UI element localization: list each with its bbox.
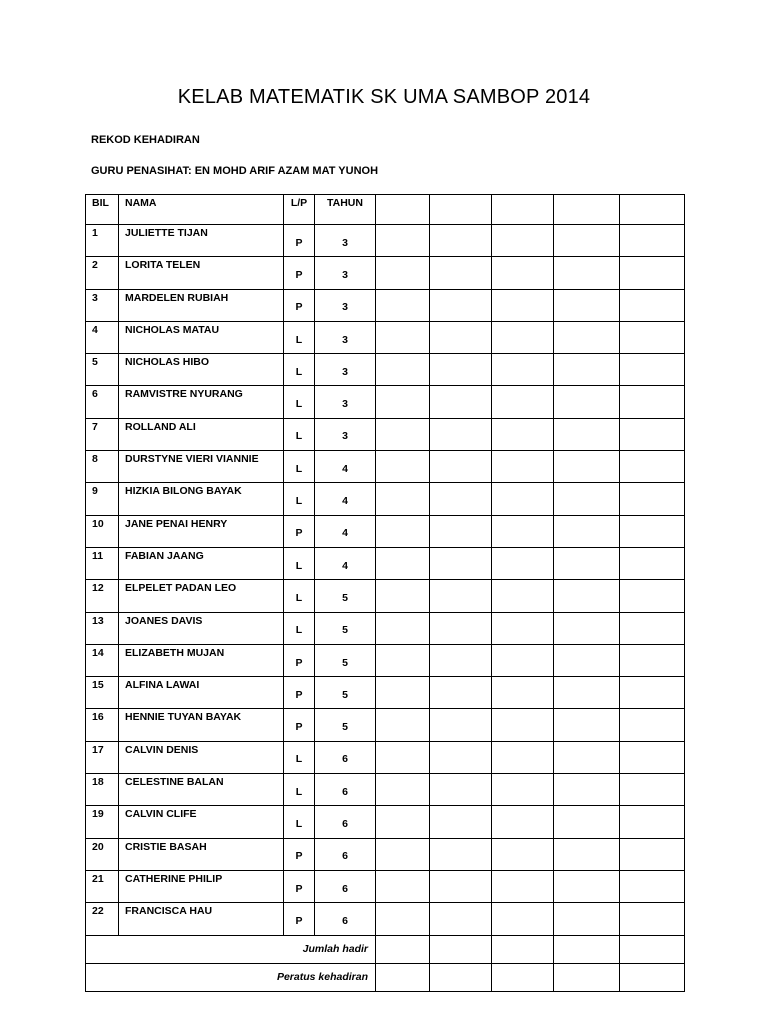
row-lp: L [284,806,315,838]
row-bil: 7 [86,418,119,450]
row-nama: CALVIN CLIFE [119,806,284,838]
attendance-cell [554,354,620,386]
attendance-cell [620,806,685,838]
row-nama: JULIETTE TIJAN [119,225,284,257]
table-row [86,257,685,289]
table-row [86,741,685,773]
attendance-cell [620,418,685,450]
row-tahun: 6 [315,806,376,838]
attendance-cell [376,289,430,321]
row-bil: 6 [86,386,119,418]
attendance-cell [620,612,685,644]
attendance-cell [620,580,685,612]
table-row [86,903,685,935]
table-row [86,451,685,483]
summary-cell [430,963,492,991]
attendance-cell [430,677,492,709]
table-row [86,644,685,676]
attendance-cell [620,483,685,515]
row-lp: L [284,354,315,386]
total-present-row [86,935,685,963]
table-row [86,612,685,644]
attendance-cell [376,612,430,644]
row-bil: 19 [86,806,119,838]
summary-cell [554,935,620,963]
row-lp: L [284,418,315,450]
row-bil: 14 [86,644,119,676]
attendance-cell [430,451,492,483]
attendance-cell [376,547,430,579]
row-tahun: 4 [315,547,376,579]
attendance-cell [430,257,492,289]
row-lp: L [284,386,315,418]
row-bil: 17 [86,741,119,773]
record-subtitle: REKOD KEHADIRAN [91,134,200,146]
row-bil: 16 [86,709,119,741]
attendance-cell [430,289,492,321]
row-nama: NICHOLAS HIBO [119,354,284,386]
row-tahun: 6 [315,741,376,773]
attendance-cell [620,741,685,773]
attendance-cell [554,289,620,321]
attendance-cell [492,321,554,353]
attendance-percent-label: Peratus kehadiran [86,963,376,991]
table-header-row [86,195,685,225]
attendance-cell [620,838,685,870]
row-nama: LORITA TELEN [119,257,284,289]
date-cell [376,195,430,225]
row-nama: ROLLAND ALI [119,418,284,450]
attendance-cell [376,774,430,806]
table-row [86,870,685,902]
attendance-cell [492,354,554,386]
row-nama: JOANES DAVIS [119,612,284,644]
attendance-cell [554,515,620,547]
attendance-cell [620,225,685,257]
attendance-cell [492,386,554,418]
table-row [86,321,685,353]
row-nama: ALFINA LAWAI [119,677,284,709]
summary-cell [430,935,492,963]
date-cell [430,195,492,225]
row-tahun: 6 [315,870,376,902]
row-lp: L [284,451,315,483]
row-bil: 3 [86,289,119,321]
attendance-cell [430,354,492,386]
row-lp: P [284,515,315,547]
attendance-cell [492,644,554,676]
header-tahun: TAHUN [315,195,376,225]
row-nama: ELPELET PADAN LEO [119,580,284,612]
attendance-cell [430,483,492,515]
attendance-cell [620,289,685,321]
attendance-cell [430,386,492,418]
row-nama: RAMVISTRE NYURANG [119,386,284,418]
header-bil: BIL [86,195,119,225]
row-bil: 2 [86,257,119,289]
row-tahun: 3 [315,418,376,450]
row-tahun: 5 [315,612,376,644]
row-bil: 9 [86,483,119,515]
attendance-cell [376,838,430,870]
row-nama: CRISTIE BASAH [119,838,284,870]
attendance-cell [620,386,685,418]
row-nama: HIZKIA BILONG BAYAK [119,483,284,515]
attendance-cell [620,257,685,289]
attendance-cell [430,644,492,676]
summary-cell [620,963,685,991]
row-lp: P [284,644,315,676]
attendance-cell [492,580,554,612]
attendance-cell [554,451,620,483]
row-lp: P [284,838,315,870]
attendance-cell [554,644,620,676]
attendance-cell [620,709,685,741]
row-nama: JANE PENAI HENRY [119,515,284,547]
table-row [86,289,685,321]
row-nama: ELIZABETH MUJAN [119,644,284,676]
row-lp: P [284,289,315,321]
attendance-cell [430,870,492,902]
row-tahun: 3 [315,386,376,418]
total-present-label: Jumlah hadir [86,935,376,963]
attendance-cell [554,774,620,806]
attendance-cell [376,483,430,515]
attendance-cell [492,451,554,483]
row-lp: P [284,677,315,709]
attendance-cell [492,547,554,579]
table-row [86,709,685,741]
row-bil: 11 [86,547,119,579]
attendance-cell [430,838,492,870]
attendance-cell [554,677,620,709]
attendance-cell [492,774,554,806]
attendance-cell [430,903,492,935]
row-bil: 12 [86,580,119,612]
row-nama: HENNIE TUYAN BAYAK [119,709,284,741]
attendance-cell [620,870,685,902]
row-bil: 20 [86,838,119,870]
attendance-cell [554,612,620,644]
table-row [86,774,685,806]
table-row [86,483,685,515]
row-tahun: 5 [315,709,376,741]
attendance-cell [430,741,492,773]
attendance-cell [430,225,492,257]
row-bil: 10 [86,515,119,547]
attendance-cell [554,386,620,418]
row-bil: 8 [86,451,119,483]
row-lp: P [284,257,315,289]
table-row [86,580,685,612]
attendance-cell [620,451,685,483]
row-nama: MARDELEN RUBIAH [119,289,284,321]
summary-cell [376,935,430,963]
date-cell [620,195,685,225]
attendance-cell [554,903,620,935]
row-nama: CALVIN DENIS [119,741,284,773]
attendance-cell [430,321,492,353]
attendance-cell [554,709,620,741]
row-nama: CATHERINE PHILIP [119,870,284,902]
attendance-cell [620,644,685,676]
attendance-cell [492,838,554,870]
row-nama: FRANCISCA HAU [119,903,284,935]
attendance-cell [376,644,430,676]
attendance-cell [554,321,620,353]
attendance-cell [492,806,554,838]
attendance-cell [492,709,554,741]
attendance-cell [620,903,685,935]
attendance-cell [620,774,685,806]
row-tahun: 6 [315,903,376,935]
date-cell [492,195,554,225]
row-bil: 18 [86,774,119,806]
table-row [86,806,685,838]
attendance-cell [492,612,554,644]
attendance-cell [620,515,685,547]
table-row [86,677,685,709]
row-bil: 4 [86,321,119,353]
attendance-cell [554,225,620,257]
attendance-cell [430,774,492,806]
row-tahun: 6 [315,774,376,806]
attendance-cell [492,257,554,289]
attendance-cell [554,741,620,773]
row-nama: NICHOLAS MATAU [119,321,284,353]
attendance-cell [554,547,620,579]
attendance-cell [554,838,620,870]
date-cell [554,195,620,225]
table-row [86,418,685,450]
attendance-cell [492,741,554,773]
attendance-cell [554,806,620,838]
attendance-cell [492,903,554,935]
row-lp: L [284,321,315,353]
row-lp: L [284,580,315,612]
attendance-cell [554,257,620,289]
row-lp: L [284,741,315,773]
attendance-cell [554,418,620,450]
summary-cell [492,963,554,991]
attendance-cell [430,580,492,612]
attendance-cell [492,677,554,709]
row-lp: P [284,709,315,741]
attendance-cell [492,483,554,515]
row-bil: 1 [86,225,119,257]
attendance-cell [554,870,620,902]
row-tahun: 4 [315,483,376,515]
row-tahun: 3 [315,225,376,257]
row-lp: P [284,225,315,257]
attendance-cell [376,386,430,418]
attendance-cell [376,580,430,612]
row-tahun: 3 [315,354,376,386]
table-row [86,838,685,870]
attendance-table [85,194,685,992]
attendance-cell [376,677,430,709]
row-bil: 13 [86,612,119,644]
attendance-cell [492,515,554,547]
row-bil: 15 [86,677,119,709]
attendance-cell [376,709,430,741]
attendance-cell [620,677,685,709]
attendance-cell [376,225,430,257]
row-lp: P [284,870,315,902]
row-lp: P [284,903,315,935]
row-bil: 22 [86,903,119,935]
page-title: KELAB MATEMATIK SK UMA SAMBOP 2014 [177,86,591,108]
row-tahun: 5 [315,677,376,709]
attendance-cell [430,612,492,644]
table-row [86,354,685,386]
attendance-cell [554,483,620,515]
attendance-cell [376,418,430,450]
attendance-cell [376,321,430,353]
row-tahun: 5 [315,580,376,612]
row-nama: DURSTYNE VIERI VIANNIE [119,451,284,483]
row-tahun: 5 [315,644,376,676]
attendance-cell [376,354,430,386]
attendance-cell [430,418,492,450]
header-nama: NAMA [119,195,284,225]
attendance-cell [376,806,430,838]
row-tahun: 6 [315,838,376,870]
attendance-cell [492,870,554,902]
attendance-cell [376,903,430,935]
row-tahun: 3 [315,257,376,289]
attendance-cell [620,321,685,353]
row-lp: L [284,547,315,579]
summary-cell [376,963,430,991]
attendance-cell [620,354,685,386]
table-row [86,515,685,547]
attendance-cell [492,289,554,321]
advisor-subtitle: GURU PENASIHAT: EN MOHD ARIF AZAM MAT YUNOH [91,165,379,177]
summary-cell [620,935,685,963]
row-nama: FABIAN JAANG [119,547,284,579]
attendance-cell [376,451,430,483]
row-tahun: 3 [315,321,376,353]
row-lp: L [284,483,315,515]
attendance-percent-row [86,963,685,991]
attendance-cell [430,515,492,547]
table-row [86,386,685,418]
row-tahun: 3 [315,289,376,321]
table-row [86,225,685,257]
attendance-cell [376,515,430,547]
row-lp: L [284,774,315,806]
attendance-cell [492,418,554,450]
row-lp: L [284,612,315,644]
summary-cell [492,935,554,963]
attendance-cell [620,547,685,579]
attendance-cell [376,870,430,902]
row-bil: 5 [86,354,119,386]
attendance-cell [430,709,492,741]
row-tahun: 4 [315,451,376,483]
header-lp: L/P [284,195,315,225]
row-tahun: 4 [315,515,376,547]
summary-cell [554,963,620,991]
table-row [86,547,685,579]
attendance-cell [430,806,492,838]
row-bil: 21 [86,870,119,902]
attendance-cell [430,547,492,579]
attendance-cell [554,580,620,612]
attendance-cell [376,741,430,773]
row-nama: CELESTINE BALAN [119,774,284,806]
attendance-cell [376,257,430,289]
attendance-cell [492,225,554,257]
